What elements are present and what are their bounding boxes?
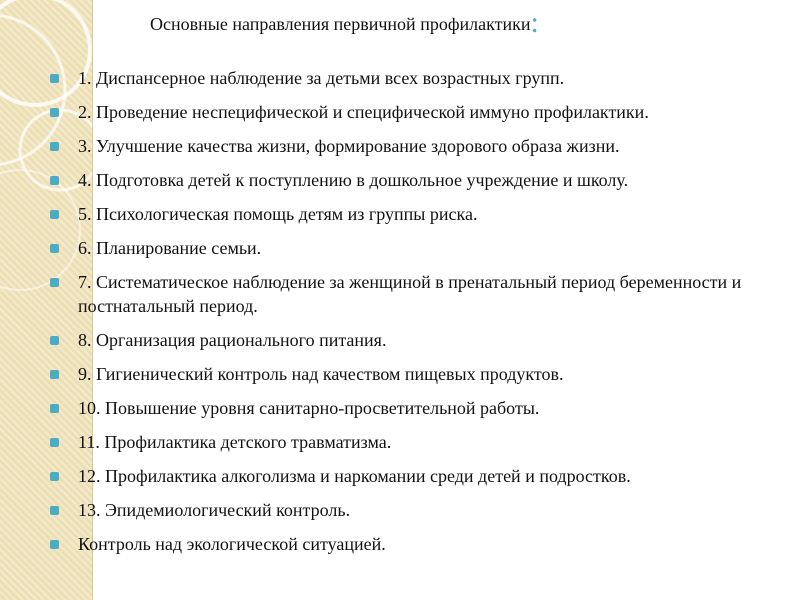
list-item-text: Контроль над экологической ситуацией. [78,534,386,554]
list-item [50,396,790,420]
bullet-marker [50,176,59,185]
bullet-marker [50,438,59,447]
bullet-list [50,66,790,566]
bullet-marker [50,336,59,345]
list-item-text: 12. Профилактика алкоголизма и наркомании среди детей и подростков. [78,466,631,486]
list-item [50,168,790,192]
list-item [50,328,790,352]
list-item [50,202,790,226]
list-item-text: 1. Диспансерное наблюдение за детьми всех возрастных групп. [78,68,565,88]
bullet-marker [50,370,59,379]
list-item-text: 10. Повышение уровня санитарно-просветительной работы. [78,398,540,418]
list-item-text: 11. Профилактика детского травматизма. [78,432,392,452]
bullet-marker [50,108,59,117]
list-item-text: 4. Подготовка детей к поступлению в дошкольное учреждение и школу. [78,170,629,190]
list-item-text: 9. Гигиенический контроль над качеством пищевых продуктов. [78,364,564,384]
slide-title-text: Основные направления первичной профилактики [150,14,531,34]
list-item-text: 5. Психологическая помощь детям из группы риска. [78,204,478,224]
list-item [50,66,790,90]
list-item-text: 6. Планирование семьи. [78,238,262,258]
list-item [50,236,790,260]
list-item [50,532,790,556]
list-item [50,498,790,522]
list-item [50,100,790,124]
bullet-marker [50,278,59,287]
bullet-marker [50,74,59,83]
list-item-text: 2. Проведение неспецифической и специфической иммуно профилактики. [78,102,649,122]
list-item [50,270,790,318]
list-item [50,430,790,454]
title-colon: : [530,6,539,39]
bullet-marker [50,506,59,515]
list-item [50,464,790,488]
list-item-text: 13. Эпидемиологический контроль. [78,500,351,520]
list-item [50,134,790,158]
list-item [50,362,790,386]
list-item-text: 7. Систематическое наблюдение за женщиной в пренатальный период беременности и постнатальный период. [78,272,742,316]
bullet-marker [50,540,59,549]
bullet-marker [50,472,59,481]
bullet-marker [50,244,59,253]
list-item-text: 3. Улучшение качества жизни, формирование здорового образа жизни. [78,136,620,156]
bullet-marker [50,210,59,219]
bullet-marker [50,404,59,413]
bullet-marker [50,142,59,151]
list-item-text: 8. Организация рационального питания. [78,330,387,350]
slide-title [150,6,710,39]
